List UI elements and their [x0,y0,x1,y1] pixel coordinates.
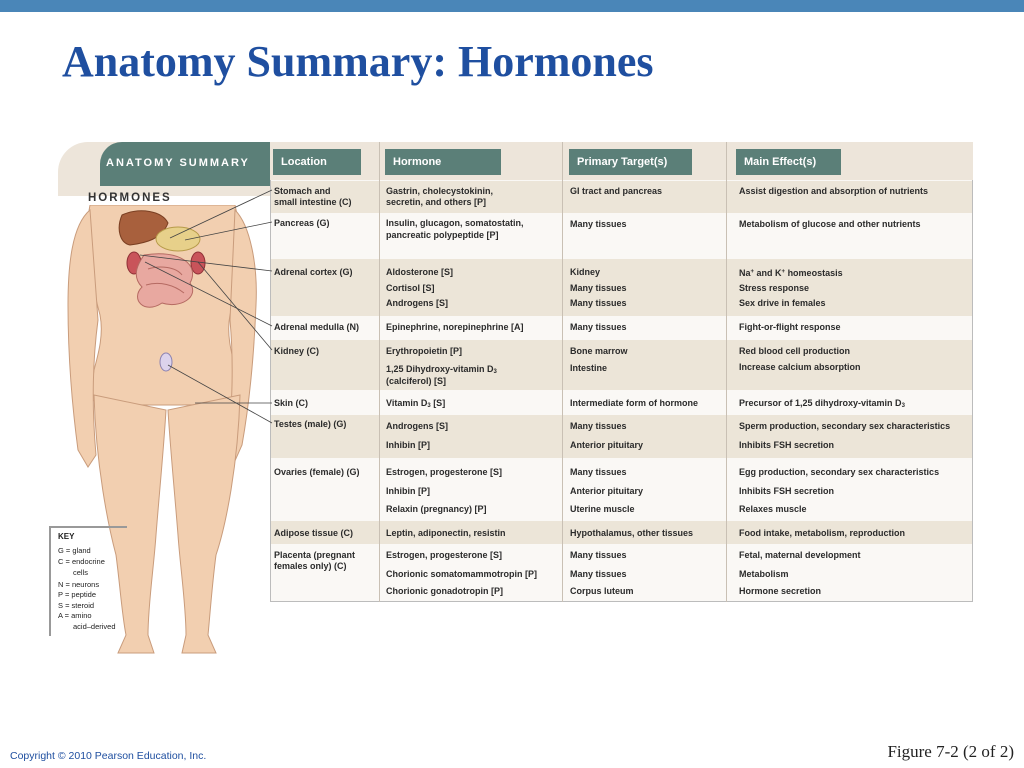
hormone-cell: Estrogen, progesterone [S] [386,550,503,560]
location-cell: Pancreas (G) [274,218,330,228]
target-cell: Hypothalamus, other tissues [570,528,694,538]
effect-cell [739,267,843,279]
location-cell: Adrenal medulla (N) [274,322,360,332]
banner-subtitle: HORMONES [88,192,172,204]
key-item: N = neurons [58,580,100,589]
location-cell: Kidney (C) [274,346,319,356]
slide-title: Anatomy Summary: Hormones [62,37,654,86]
key-item: cells [73,568,89,577]
hormone-cell: Cortisol [S] [386,283,435,293]
target-cell: Kidney [570,267,601,277]
target-cell: Anterior pituitary [570,486,644,496]
target-cell: Many tissues [570,322,627,332]
effect-text: and K [754,268,782,278]
header-main-effects: Main Effect(s) [736,149,841,175]
hormone-cell: pancreatic polypeptide [P] [386,230,499,240]
hormone-cell: (calciferol) [S] [386,376,447,386]
target-cell: Many tissues [570,298,627,308]
key-item: S = steroid [58,601,95,610]
hormone-cell: Androgens [S] [386,421,448,431]
header-location: Location [273,149,361,175]
location-cell: Testes (male) (G) [274,419,347,429]
hormone-cell: Inhibin [P] [386,486,430,496]
header-hormone: Hormone [385,149,501,175]
target-cell: Many tissues [570,550,627,560]
hormone-text: 1,25 Dihydroxy-vitamin D [386,364,494,374]
target-cell: Many tissues [570,219,627,229]
hormone-cell: Relaxin (pregnancy) [P] [386,504,487,514]
target-cell: Intestine [570,363,608,373]
target-cell: Bone marrow [570,346,628,356]
location-cell: small intestine (C) [274,197,352,207]
hormone-cell: Inhibin [P] [386,440,430,450]
target-cell: Many tissues [570,467,627,477]
effect-cell: Hormone secretion [739,586,822,596]
effect-cell: Inhibits FSH secretion [739,486,835,496]
target-cell: Many tissues [570,569,627,579]
hormone-cell: Leptin, adiponectin, resistin [386,528,506,538]
hormone-cell: Androgens [S] [386,298,448,308]
subscript: 3 [427,403,431,409]
hormone-cell: Gastrin, cholecystokinin, [386,186,494,196]
effect-cell [739,398,905,412]
superscript-plus: + [781,269,786,275]
effect-cell: Metabolism [739,569,789,579]
column-divider [379,142,380,602]
column-divider [562,142,563,602]
target-cell: Anterior pituitary [570,440,644,450]
effect-cell: Red blood cell production [739,346,850,356]
key-item: A = amino [58,611,92,620]
column-divider [726,142,727,602]
key-item: G = gland [58,546,91,555]
banner-title: ANATOMY SUMMARY [106,157,250,169]
effect-cell: Stress response [739,283,810,293]
header-primary-targets: Primary Target(s) [569,149,692,175]
hormone-cell: Aldosterone [S] [386,267,454,277]
hormone-cell: Estrogen, progesterone [S] [386,467,503,477]
hormone-cell: Insulin, glucagon, somatostatin, [386,218,524,228]
superscript-plus: + [750,269,755,275]
effect-cell: Inhibits FSH secretion [739,440,835,450]
copyright-notice: Copyright © 2010 Pearson Education, Inc. [10,750,207,762]
effect-cell: Fetal, maternal development [739,550,861,560]
target-cell: GI tract and pancreas [570,186,663,196]
location-cell: Stomach and [274,186,331,196]
target-cell: Intermediate form of hormone [570,398,699,408]
hormone-cell [386,398,445,412]
effect-text: Precursor of 1,25 dihydroxy-vitamin D [739,398,902,408]
effect-cell: Sperm production, secondary sex characteristics [739,421,951,431]
target-cell: Uterine muscle [570,504,635,514]
effect-cell: Metabolism of glucose and other nutrients [739,219,921,229]
location-cell: Adipose tissue (C) [274,528,354,538]
hormone-cell: Epinephrine, norepinephrine [A] [386,322,524,332]
subscript: 3 [493,369,497,375]
hormone-cell: Chorionic somatomammotropin [P] [386,569,538,579]
effect-cell: Assist digestion and absorption of nutrients [739,186,929,196]
effect-cell: Increase calcium absorption [739,362,861,372]
effect-cell: Egg production, secondary sex characteristics [739,467,940,477]
effect-cell: Fight-or-flight response [739,322,841,332]
location-cell: Skin (C) [274,398,309,408]
effect-cell: Relaxes muscle [739,504,807,514]
hormone-cell: Erythropoietin [P] [386,346,462,356]
target-cell: Corpus luteum [570,586,634,596]
hormone-cell: secretin, and others [P] [386,197,487,207]
target-cell: Many tissues [570,283,627,293]
key-title: KEY [58,532,75,541]
subscript: 3 [901,403,905,409]
hormone-text: [S] [430,398,446,408]
leader-lines [0,0,280,560]
effect-cell: Food intake, metabolism, reproduction [739,528,906,538]
location-cell: females only) (C) [274,561,347,571]
hormone-cell: Chorionic gonadotropin [P] [386,586,503,596]
effect-text: Na [739,268,751,278]
location-cell: Ovaries (female) (G) [274,467,360,477]
key-item: P = peptide [58,590,97,599]
target-cell: Many tissues [570,421,627,431]
figure-label: Figure 7-2 (2 of 2) [887,742,1014,761]
hormone-text: Vitamin D [386,398,428,408]
effect-cell: Sex drive in females [739,298,826,308]
location-cell: Adrenal cortex (G) [274,267,353,277]
key-item: acid–derived [73,622,116,631]
effect-text: homeostasis [785,268,843,278]
key-item: C = endocrine [58,557,105,566]
location-cell: Placenta (pregnant [274,550,356,560]
